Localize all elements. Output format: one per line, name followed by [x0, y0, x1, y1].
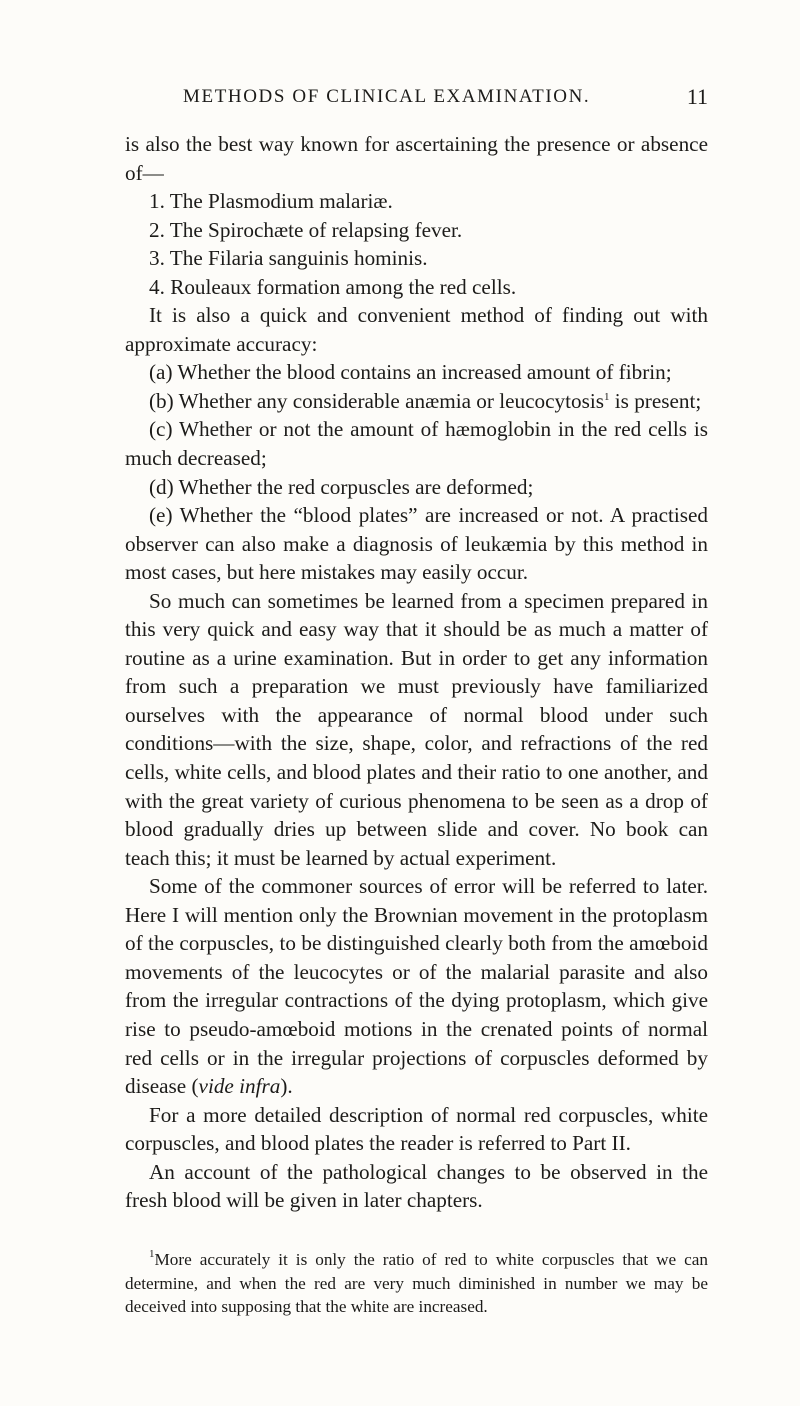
body-text [125, 130, 708, 1215]
page-header [125, 82, 708, 112]
footnote-text [125, 1248, 708, 1319]
vide-infra: vide infra [198, 1074, 281, 1099]
clause-b-end: is present; [609, 388, 702, 413]
footnote [125, 1248, 708, 1319]
clause-a: (a) Whether the blood contains an increased amount of fibrin; [149, 360, 672, 385]
clause-b [125, 387, 708, 416]
paragraph-so-much: So much can sometimes be learned from a specimen prepared in this very quick and easy way that it should be as much a matter of routine as a urine examination. But in order to get any information from such a preparation we must previously have familiarized ourselves with the appearance of normal blood under such conditions—with the size, shape, color, and refractions of the red cells, white cells, and blood plates and their ratio to one another, and with the great variety of curious phenomena to be seen as a drop of blood gradually dries up between slide and cover. No book can teach this; it must be learned by actual experiment. [125, 588, 708, 870]
page-number: 11 [686, 84, 708, 109]
sources-end: ). [280, 1074, 293, 1099]
paragraph-sources-of-error [125, 872, 708, 1100]
intro-paragraph: is also the best way known for ascertaining the presence or absence of— [125, 132, 708, 185]
clause-b-text: (b) Whether any considerable anæmia or leucocytosis [149, 388, 604, 413]
clause-d: (d) Whether the red corpuscles are deformed; [149, 474, 534, 499]
clause-e: (e) Whether the “blood plates” are increased or not. A practised observer can also make a diagnosis of leukæmia by this method in most cases, but here mistakes may easily occur. [125, 503, 708, 585]
list-item: 1. The Plasmodium malariæ. [149, 189, 393, 214]
running-head: METHODS OF CLINICAL EXAMINATION. [183, 86, 591, 107]
paragraph-detailed-description: For a more detailed description of normal red corpuscles, white corpuscles, and blood plates the reader is referred to Part II. [125, 1102, 708, 1156]
list-item: 3. The Filaria sanguinis hominis. [149, 246, 428, 271]
paragraph-pathological-changes: An account of the pathological changes to be observed in the fresh blood will be given in later chapters. [125, 1159, 708, 1213]
clause-c: (c) Whether or not the amount of hæmoglobin in the red cells is much decreased; [125, 417, 708, 471]
footnote-body: More accurately it is only the ratio of red to white corpuscles that we can determine, and when the red are very much diminished in number we may be deceived into supposing that the white are increased. [125, 1250, 708, 1317]
footnote-mark: 1 [149, 1248, 155, 1260]
list-item: 4. Rouleaux formation among the red cells. [149, 274, 517, 299]
footnote-reference: 1 [603, 390, 610, 403]
sources-text: Some of the commoner sources of error will be referred to later. Here I will mention only the Brownian movement in the protoplasm of the corpuscles, to be distinguished clearly both from the amœboid movements of the leucocytes or of the malarial parasite and also from the irregular contractions of the dying protoplasm, which give rise to pseudo-amœboid motions in the crenated points of normal red cells or in the irregular projections of corpuscles deformed by disease ( [125, 874, 708, 1099]
list-item: 2. The Spirochæte of relapsing fever. [149, 217, 463, 242]
paragraph-quick-method: It is also a quick and convenient method of finding out with approximate accuracy: [125, 303, 708, 356]
